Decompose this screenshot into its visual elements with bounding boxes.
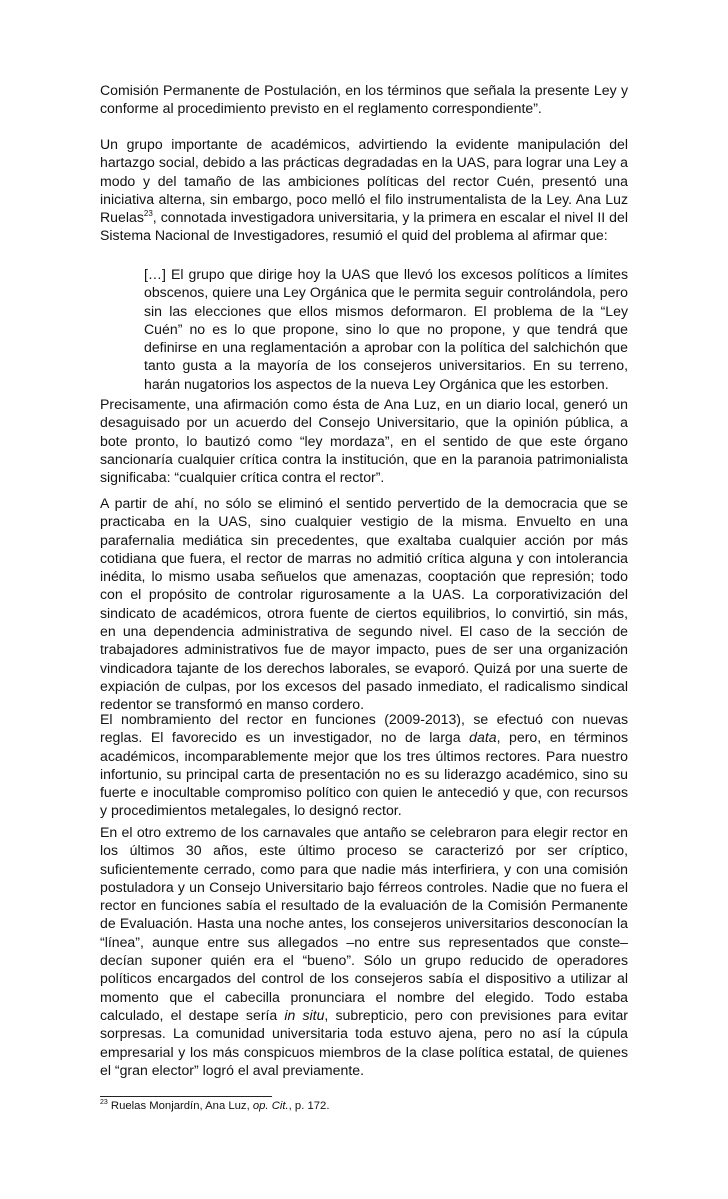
footnote xyxy=(100,1099,329,1113)
footnote-number: 23 xyxy=(100,1099,108,1106)
paragraph-text: Un grupo importante de académicos, advirtiendo la evidente manipulación del hartazgo social, debido a las prácticas degradadas en la UAS, para lograr una Ley a modo y del tamaño de las ambiciones políticas del rector Cuén, presentó una iniciativa alterna, sin embargo, poco melló el filo instrumentalista de la Ley. Ana Luz Ruelas xyxy=(100,136,628,226)
paragraph-2 xyxy=(100,135,628,245)
block-quote xyxy=(144,265,628,393)
quote-text: […] El grupo que dirige hoy la UAS que llevó los excesos políticos a límites obscenos, quiere una Ley Orgánica que le permita seguir controlándola, pero sin las elecciones que ellos mismos deformaron. El problema de la “Ley Cuén” no es lo que propone, sino lo que no propone, y que tendrá que definirse en una reglamentación a aprobar con la política del salchichón que tanto gusta a la mayoría de los consejeros universitarios. En su terreno, harán nugatorios los aspectos de la nueva Ley Orgánica que les estorben. xyxy=(144,266,628,392)
footnote-italic: op. Cit. xyxy=(252,1100,289,1112)
italic-term: data xyxy=(469,729,497,746)
paragraph-text: Precisamente, una afirmación como ésta de Ana Luz, en un diario local, generó un desaguisado por un acuerdo del Consejo Universitario, que la opinión pública, a bote pronto, lo bautizó como “ley mordaza”, en el sentido de que este órgano sancionaría cualquier crítica contra la institución, que en la paranoia patrimonialista significaba: “cualquier crítica contra el rector”. xyxy=(100,396,628,486)
paragraph-1 xyxy=(100,81,628,118)
paragraph-text: , subrepticio, pero con previsiones para evitar sorpresas. La comunidad universitaria toda estuvo ajena, pero no así la cúpula empresarial y los más conspicuos miembros de la clase política estatal, de quienes el “gran elector” logró el aval previamente. xyxy=(100,1006,628,1078)
paragraph-text: En el otro extremo de los carnavales que antaño se celebraron para elegir rector en los últimos 30 años, este último proceso se caracterizó por ser críptico, suficientemente cerrado, como para que nadie más interfiriera, y con una comisión postuladora y un Consejo Universitario bajo férreos controles. Nadie que no fuera el rector en funciones sabía el resultado de la evaluación de la Comisión Permanente de Evaluación. Hasta una noche antes, los consejeros universitarios desconocían la “línea”, aunque entre sus allegados –no entre sus representados que conste– decían suponer quién era el “bueno”. Sólo un grupo reducido de operadores políticos encargados del control de los consejeros sabía el dispositivo a utilizar al momento que el cabecilla pronunciara el nombre del elegido. Todo estaba calculado, el destape sería xyxy=(100,824,628,1023)
footnote-separator xyxy=(100,1096,272,1097)
paragraph-4 xyxy=(100,494,628,714)
footnote-text: Ruelas Monjardín, Ana Luz, xyxy=(107,1100,253,1112)
paragraph-5 xyxy=(100,710,628,820)
paragraph-6 xyxy=(100,823,628,1079)
paragraph-text: A partir de ahí, no sólo se eliminó el sentido pervertido de la democracia que se practicaba en la UAS, sino cualquier vestigio de la misma. Envuelto en una parafernalia mediática sin precedentes, que exaltaba cualquier acción por más cotidiana que fuera, el rector de marras no admitió crítica alguna y con intolerancia inédita, lo mismo usaba señuelos que amenazas, cooptación que represión; todo con el propósito de controlar rigurosamente a la UAS. La corporativización del sindicato de académicos, otrora fuente de ciertos equilibrios, lo convirtió, sin más, en una dependencia administrativa de segundo nivel. El caso de la sección de trabajadores administrativos fue de mayor impacto, pues de ser una organización vindicadora tajante de los derechos laborales, se evaporó. Quizá por una suerte de expiación de culpas, por los excesos del pasado inmediato, el radicalismo sindical redentor se transformó en manso cordero. xyxy=(100,495,628,713)
italic-term: in situ xyxy=(284,1006,325,1023)
paragraph-text: , connotada investigadora universitaria, y la primera en escalar el nivel II del Sistema Nacional de Investigadores, resumió el quid del problema al afirmar que: xyxy=(100,209,628,244)
footnote-reference: 23 xyxy=(143,209,153,219)
paragraph-3 xyxy=(100,395,628,486)
paragraph-text: Comisión Permanente de Postulación, en los términos que señala la presente Ley y conforme al procedimiento previsto en el reglamento correspondiente”. xyxy=(100,82,628,117)
footnote-text: , p. 172. xyxy=(288,1100,330,1112)
paragraph-text: , pero, en términos académicos, incomparablemente mejor que los tres últimos rectores. Para nuestro infortunio, su principal carta de presentación no es su liderazgo académico, sino su fuerte e inocultable compromiso político con quien le antecedió y que, con recursos y procedimientos metalegales, lo designó rector. xyxy=(100,729,628,819)
paragraph-text: El nombramiento del rector en funciones (2009-2013), se efectuó con nuevas reglas. El favorecido es un investigador, no de larga xyxy=(100,711,628,746)
